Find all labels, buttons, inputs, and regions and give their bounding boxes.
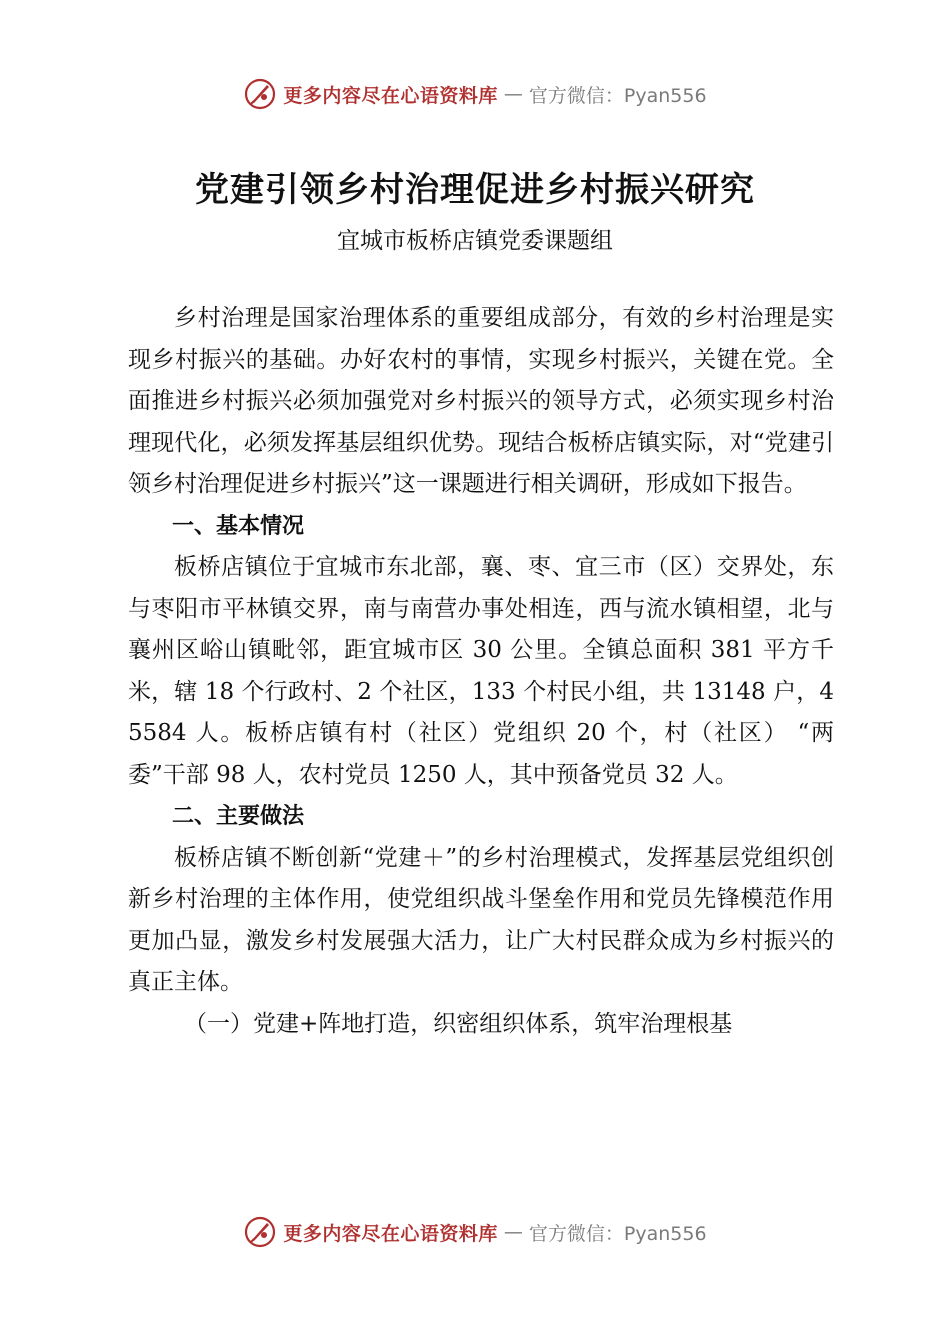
- section-heading-main-practices: 二、主要做法: [172, 804, 305, 829]
- document-subtitle: 宜城市板桥店镇党委课题组: [337, 228, 613, 254]
- watermark-separator: —: [503, 1221, 523, 1243]
- main-practices-paragraph: 板桥店镇不断创新“党建＋”的乡村治理模式，发挥基层党组织创新乡村治理的主体作用，使党组织战斗堡垒作用和党员先锋模范作用更加凸显，激发乡村发展强大活力，让广大村民群众成为乡村振兴的真正主体。: [128, 844, 834, 995]
- basic-situation-paragraph: 板桥店镇位于宜城市东北部，襄、枣、宜三市（区）交界处，东与枣阳市平林镇交界，南与南营办事处相连，西与流水镇相望，北与襄州区峪山镇毗邻，距宜城市区 30 公里。全镇总面积 381 平方千米，辖 18 个行政村、2 个社区，133 个村民小组，共 13148 户，45584 人。板桥店镇有村（社区）党组织 20 个，村（社区） “两委”干部 98 人，农村党员 1250 人，其中预备党员 32 人。: [128, 554, 834, 788]
- watermark-wechat: 官方微信：Pyan556: [528, 84, 707, 107]
- quill-pen-logo-icon: [243, 77, 277, 111]
- header-watermark: [0, 74, 950, 114]
- watermark-text: 更多内容尽在心语资料库: [283, 1222, 498, 1245]
- watermark-text: 更多内容尽在心语资料库: [283, 84, 498, 107]
- subsection-heading-1: （一）党建+阵地打造，织密组织体系，筑牢治理根基: [184, 1010, 733, 1037]
- document-body: [128, 298, 834, 1045]
- footer-watermark: [0, 1212, 950, 1252]
- watermark-separator: —: [503, 83, 523, 105]
- watermark-wechat: 官方微信：Pyan556: [528, 1222, 707, 1245]
- quill-pen-logo-icon: [243, 1215, 277, 1249]
- document-title: 党建引领乡村治理促进乡村振兴研究: [195, 170, 755, 210]
- intro-paragraph: 乡村治理是国家治理体系的重要组成部分，有效的乡村治理是实现乡村振兴的基础。办好农村的事情，实现乡村振兴，关键在党。全面推进乡村振兴必须加强党对乡村振兴的领导方式，必须实现乡村治理现代化，必须发挥基层组织优势。现结合板桥店镇实际，对“党建引领乡村治理促进乡村振兴”这一课题进行相关调研，形成如下报告。: [128, 305, 834, 497]
- section-heading-basic-situation: 一、基本情况: [172, 513, 305, 539]
